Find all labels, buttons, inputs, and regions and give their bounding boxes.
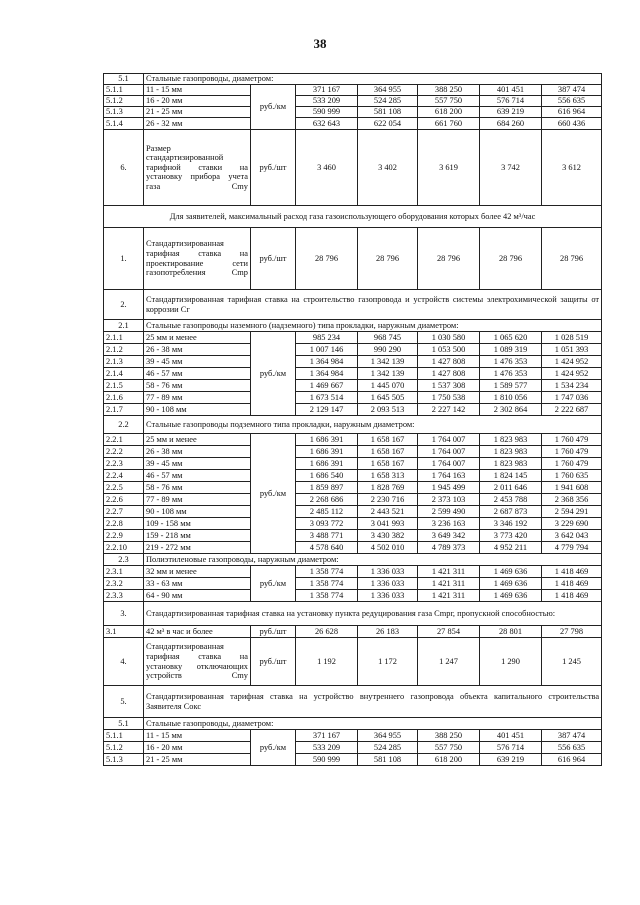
row-value: 1 658 167 xyxy=(358,458,418,470)
table-row xyxy=(104,332,602,344)
row-label: 33 - 63 мм xyxy=(144,578,251,590)
row-banner: Для заявителей, максимальный расход газа газоиспользующего оборудования которых более 42 м³/час xyxy=(104,206,602,228)
row-value: 371 167 xyxy=(296,85,358,96)
table-row xyxy=(104,518,602,530)
row-value: 28 796 xyxy=(296,228,358,290)
row-value: 2 368 356 xyxy=(542,494,602,506)
row-value: 364 955 xyxy=(358,85,418,96)
row-label: 26 - 32 мм xyxy=(144,118,251,130)
table-row xyxy=(104,554,602,566)
table-row xyxy=(104,228,602,290)
row-value: 1 445 070 xyxy=(358,380,418,392)
row-value: 1 589 577 xyxy=(480,380,542,392)
row-value: 661 760 xyxy=(418,118,480,130)
row-value: 1 065 620 xyxy=(480,332,542,344)
row-value: 616 964 xyxy=(542,754,602,766)
row-value: 660 436 xyxy=(542,118,602,130)
row-value: 1 686 391 xyxy=(296,434,358,446)
row-label: 39 - 45 мм xyxy=(144,458,251,470)
row-value: 1 823 983 xyxy=(480,458,542,470)
table-row xyxy=(104,506,602,518)
table-row xyxy=(104,494,602,506)
row-value: 622 054 xyxy=(358,118,418,130)
row-code: 2.3.2 xyxy=(104,578,144,590)
row-value: 590 999 xyxy=(296,754,358,766)
row-value: 1 750 538 xyxy=(418,392,480,404)
row-value: 3 093 772 xyxy=(296,518,358,530)
row-label: Размер стандартизированной тарифной ставки на установку прибора учета газа Сmy xyxy=(144,130,251,206)
row-value: 364 955 xyxy=(358,730,418,742)
row-value: 1 469 667 xyxy=(296,380,358,392)
row-value: 1 421 311 xyxy=(418,578,480,590)
row-value: 1 823 983 xyxy=(480,446,542,458)
row-label: 58 - 76 мм xyxy=(144,380,251,392)
row-section-title: Стальные газопроводы подземного типа прокладки, наружным диаметром: xyxy=(144,416,602,434)
row-unit: руб./шт xyxy=(251,638,296,686)
row-value: 1 945 499 xyxy=(418,482,480,494)
row-value: 1 051 393 xyxy=(542,344,602,356)
row-value: 2 302 864 xyxy=(480,404,542,416)
row-value: 1 764 007 xyxy=(418,446,480,458)
row-value: 1 469 636 xyxy=(480,566,542,578)
row-value: 388 250 xyxy=(418,85,480,96)
row-value: 1 764 007 xyxy=(418,434,480,446)
row-value: 2 599 490 xyxy=(418,506,480,518)
row-label: 39 - 45 мм xyxy=(144,356,251,368)
row-value: 2 485 112 xyxy=(296,506,358,518)
row-value: 3 619 xyxy=(418,130,480,206)
row-code: 2.1.4 xyxy=(104,368,144,380)
row-code: 5.1.1 xyxy=(104,730,144,742)
row-code: 3.1 xyxy=(104,626,144,638)
row-value: 2 227 142 xyxy=(418,404,480,416)
row-value: 1 823 983 xyxy=(480,434,542,446)
row-section-title: Стальные газопроводы наземного (надземного) типа прокладки, наружным диаметром: xyxy=(144,320,602,332)
table-row xyxy=(104,74,602,85)
table-row xyxy=(104,290,602,320)
row-code: 5.1.4 xyxy=(104,118,144,130)
row-value: 3 430 382 xyxy=(358,530,418,542)
row-value: 576 714 xyxy=(480,96,542,107)
table-row xyxy=(104,754,602,766)
table-row xyxy=(104,470,602,482)
row-code: 2.1.6 xyxy=(104,392,144,404)
table-row xyxy=(104,730,602,742)
row-value: 2 230 716 xyxy=(358,494,418,506)
row-unit: руб./км xyxy=(251,85,296,130)
row-section-title: Стандартизированная тарифная ставка на установку пункта редуцирования газа Сmpг, пропускной способностью: xyxy=(144,602,602,626)
row-label: 32 мм и менее xyxy=(144,566,251,578)
table-row xyxy=(104,85,602,96)
row-label: 90 - 108 мм xyxy=(144,404,251,416)
row-label: 16 - 20 мм xyxy=(144,742,251,754)
row-value: 1 476 353 xyxy=(480,356,542,368)
table-row xyxy=(104,206,602,228)
row-value: 1 421 311 xyxy=(418,590,480,602)
row-value: 1 424 952 xyxy=(542,368,602,380)
row-value: 3 460 xyxy=(296,130,358,206)
row-value: 581 108 xyxy=(358,107,418,118)
row-label: 77 - 89 мм xyxy=(144,494,251,506)
row-code: 6. xyxy=(104,130,144,206)
table-row xyxy=(104,392,602,404)
row-value: 1 747 036 xyxy=(542,392,602,404)
row-value: 533 209 xyxy=(296,742,358,754)
page-number: 38 xyxy=(313,36,327,51)
row-code: 5. xyxy=(104,686,144,718)
row-code: 2.3.3 xyxy=(104,590,144,602)
row-value: 3 649 342 xyxy=(418,530,480,542)
table-row xyxy=(104,482,602,494)
row-unit: руб./км xyxy=(251,730,296,766)
row-value: 1 658 313 xyxy=(358,470,418,482)
table-row xyxy=(104,542,602,554)
row-value: 1 673 514 xyxy=(296,392,358,404)
row-value: 1 476 353 xyxy=(480,368,542,380)
table-row xyxy=(104,686,602,718)
row-section-title: Стандартизированная тарифная ставка на устройство внутреннего газопровода объекта капитального строительства Заявителя Сокс xyxy=(144,686,602,718)
row-value: 3 346 192 xyxy=(480,518,542,530)
row-unit: руб./шт xyxy=(251,626,296,638)
row-section-title: Полиэтиленовые газопроводы, наружным диаметром: xyxy=(144,554,602,566)
row-value: 3 773 420 xyxy=(480,530,542,542)
row-value: 1 342 139 xyxy=(358,368,418,380)
row-value: 618 200 xyxy=(418,107,480,118)
row-value: 1 824 145 xyxy=(480,470,542,482)
row-value: 1 245 xyxy=(542,638,602,686)
row-value: 3 229 690 xyxy=(542,518,602,530)
row-value: 1 007 146 xyxy=(296,344,358,356)
row-value: 1 537 308 xyxy=(418,380,480,392)
row-value: 968 745 xyxy=(358,332,418,344)
row-value: 387 474 xyxy=(542,730,602,742)
row-label: 219 - 272 мм xyxy=(144,542,251,554)
row-value: 556 635 xyxy=(542,742,602,754)
table-row xyxy=(104,380,602,392)
row-value: 2 687 873 xyxy=(480,506,542,518)
row-label: Стандартизированная тарифная ставка на установку отключающих устройств Сmy xyxy=(144,638,251,686)
row-value: 1 424 952 xyxy=(542,356,602,368)
row-value: 639 219 xyxy=(480,754,542,766)
row-value: 1 089 319 xyxy=(480,344,542,356)
row-label: 25 мм и менее xyxy=(144,434,251,446)
table-row xyxy=(104,718,602,730)
row-code: 2.2.7 xyxy=(104,506,144,518)
row-value: 3 488 771 xyxy=(296,530,358,542)
row-value: 990 290 xyxy=(358,344,418,356)
row-code: 2.1 xyxy=(104,320,144,332)
row-section-title: Стальные газопроводы, диаметром: xyxy=(144,718,602,730)
row-value: 27 854 xyxy=(418,626,480,638)
row-code: 2.2.4 xyxy=(104,470,144,482)
row-value: 1 760 479 xyxy=(542,458,602,470)
table-row xyxy=(104,434,602,446)
row-value: 1 760 479 xyxy=(542,434,602,446)
table-row xyxy=(104,368,602,380)
row-value: 2 011 646 xyxy=(480,482,542,494)
row-value: 590 999 xyxy=(296,107,358,118)
row-code: 5.1 xyxy=(104,74,144,85)
row-value: 576 714 xyxy=(480,742,542,754)
row-code: 5.1.2 xyxy=(104,96,144,107)
table-row xyxy=(104,578,602,590)
row-value: 4 578 640 xyxy=(296,542,358,554)
row-value: 1 192 xyxy=(296,638,358,686)
row-value: 4 789 373 xyxy=(418,542,480,554)
row-code: 2.1.7 xyxy=(104,404,144,416)
row-value: 1 030 580 xyxy=(418,332,480,344)
row-value: 1 364 984 xyxy=(296,356,358,368)
row-value: 4 952 211 xyxy=(480,542,542,554)
row-code: 2.2.3 xyxy=(104,458,144,470)
row-value: 1 247 xyxy=(418,638,480,686)
row-value: 4 502 010 xyxy=(358,542,418,554)
row-value: 1 028 519 xyxy=(542,332,602,344)
row-unit: руб./км xyxy=(251,332,296,416)
row-value: 2 453 788 xyxy=(480,494,542,506)
row-code: 2.1.2 xyxy=(104,344,144,356)
row-value: 27 798 xyxy=(542,626,602,638)
row-value: 2 129 147 xyxy=(296,404,358,416)
row-value: 1 172 xyxy=(358,638,418,686)
row-value: 2 268 686 xyxy=(296,494,358,506)
row-code: 2.1.3 xyxy=(104,356,144,368)
row-code: 2.2.8 xyxy=(104,518,144,530)
row-label: 26 - 38 мм xyxy=(144,344,251,356)
row-unit: руб./шт xyxy=(251,228,296,290)
row-value: 2 594 291 xyxy=(542,506,602,518)
row-code: 2.2 xyxy=(104,416,144,434)
row-value: 632 643 xyxy=(296,118,358,130)
row-value: 1 828 769 xyxy=(358,482,418,494)
row-value: 556 635 xyxy=(542,96,602,107)
row-value: 3 742 xyxy=(480,130,542,206)
row-value: 1 810 056 xyxy=(480,392,542,404)
row-code: 2.2.10 xyxy=(104,542,144,554)
row-value: 1 658 167 xyxy=(358,446,418,458)
row-value: 3 236 163 xyxy=(418,518,480,530)
row-value: 2 373 103 xyxy=(418,494,480,506)
row-value: 985 234 xyxy=(296,332,358,344)
table-row xyxy=(104,742,602,754)
row-label: 58 - 76 мм xyxy=(144,482,251,494)
row-code: 2.3 xyxy=(104,554,144,566)
row-label: 46 - 57 мм xyxy=(144,470,251,482)
row-value: 1 358 774 xyxy=(296,566,358,578)
table-row xyxy=(104,590,602,602)
row-label: 11 - 15 мм xyxy=(144,730,251,742)
row-value: 1 686 391 xyxy=(296,458,358,470)
row-value: 1 342 139 xyxy=(358,356,418,368)
row-value: 533 209 xyxy=(296,96,358,107)
row-label: 21 - 25 мм xyxy=(144,107,251,118)
row-value: 557 750 xyxy=(418,742,480,754)
table-row xyxy=(104,320,602,332)
row-label: 90 - 108 мм xyxy=(144,506,251,518)
row-value: 26 183 xyxy=(358,626,418,638)
row-label: 109 - 158 мм xyxy=(144,518,251,530)
row-section-title: Стандартизированная тарифная ставка на строительство газопровода и устройств системы электрохимической защиты от коррозии Сг xyxy=(144,290,602,320)
row-label: 77 - 89 мм xyxy=(144,392,251,404)
row-value: 1 418 469 xyxy=(542,566,602,578)
table-row xyxy=(104,130,602,206)
row-value: 401 451 xyxy=(480,730,542,742)
table-row xyxy=(104,566,602,578)
table-row xyxy=(104,96,602,107)
row-value: 3 612 xyxy=(542,130,602,206)
row-code: 2.2.2 xyxy=(104,446,144,458)
row-code: 2.1.5 xyxy=(104,380,144,392)
row-value: 28 796 xyxy=(358,228,418,290)
row-value: 1 053 500 xyxy=(418,344,480,356)
row-value: 2 093 513 xyxy=(358,404,418,416)
row-value: 1 859 897 xyxy=(296,482,358,494)
row-label: 21 - 25 мм xyxy=(144,754,251,766)
row-value: 1 764 007 xyxy=(418,458,480,470)
row-value: 1 658 167 xyxy=(358,434,418,446)
row-code: 4. xyxy=(104,638,144,686)
row-value: 1 358 774 xyxy=(296,590,358,602)
row-value: 1 534 234 xyxy=(542,380,602,392)
table-row xyxy=(104,404,602,416)
row-label: 25 мм и менее xyxy=(144,332,251,344)
row-value: 401 451 xyxy=(480,85,542,96)
row-value: 1 686 391 xyxy=(296,446,358,458)
row-value: 1 760 479 xyxy=(542,446,602,458)
row-code: 3. xyxy=(104,602,144,626)
row-label: 11 - 15 мм xyxy=(144,85,251,96)
row-value: 616 964 xyxy=(542,107,602,118)
row-value: 1 427 808 xyxy=(418,356,480,368)
row-value: 618 200 xyxy=(418,754,480,766)
row-code: 2. xyxy=(104,290,144,320)
row-label: 26 - 38 мм xyxy=(144,446,251,458)
row-value: 1 760 635 xyxy=(542,470,602,482)
row-value: 1 336 033 xyxy=(358,578,418,590)
row-code: 5.1.3 xyxy=(104,754,144,766)
row-value: 1 686 540 xyxy=(296,470,358,482)
table-row xyxy=(104,638,602,686)
row-section-title: Стальные газопроводы, диаметром: xyxy=(144,74,602,85)
table-row xyxy=(104,118,602,130)
row-value: 639 219 xyxy=(480,107,542,118)
row-value: 3 642 043 xyxy=(542,530,602,542)
row-value: 28 796 xyxy=(542,228,602,290)
row-value: 1 364 984 xyxy=(296,368,358,380)
row-value: 2 222 687 xyxy=(542,404,602,416)
row-value: 4 779 794 xyxy=(542,542,602,554)
row-code: 5.1.1 xyxy=(104,85,144,96)
row-value: 1 764 163 xyxy=(418,470,480,482)
row-label: 64 - 90 мм xyxy=(144,590,251,602)
row-code: 2.2.5 xyxy=(104,482,144,494)
table-row xyxy=(104,458,602,470)
table-row xyxy=(104,626,602,638)
row-value: 28 801 xyxy=(480,626,542,638)
row-value: 1 418 469 xyxy=(542,578,602,590)
row-code: 2.2.6 xyxy=(104,494,144,506)
row-code: 5.1.3 xyxy=(104,107,144,118)
row-value: 1 469 636 xyxy=(480,590,542,602)
row-value: 1 941 608 xyxy=(542,482,602,494)
row-value: 1 418 469 xyxy=(542,590,602,602)
row-value: 581 108 xyxy=(358,754,418,766)
row-label: 159 - 218 мм xyxy=(144,530,251,542)
table-row xyxy=(104,107,602,118)
row-value: 28 796 xyxy=(480,228,542,290)
row-code: 2.1.1 xyxy=(104,332,144,344)
table-row xyxy=(104,446,602,458)
row-code: 2.2.1 xyxy=(104,434,144,446)
row-code: 5.1 xyxy=(104,718,144,730)
row-value: 28 796 xyxy=(418,228,480,290)
row-value: 684 260 xyxy=(480,118,542,130)
row-code: 2.3.1 xyxy=(104,566,144,578)
row-unit: руб./км xyxy=(251,434,296,554)
table-row xyxy=(104,530,602,542)
tariff-table xyxy=(103,73,602,766)
row-value: 2 443 521 xyxy=(358,506,418,518)
row-code: 5.1.2 xyxy=(104,742,144,754)
row-value: 1 427 808 xyxy=(418,368,480,380)
row-value: 3 402 xyxy=(358,130,418,206)
row-value: 1 336 033 xyxy=(358,566,418,578)
row-value: 3 041 993 xyxy=(358,518,418,530)
table-row xyxy=(104,602,602,626)
row-value: 524 285 xyxy=(358,742,418,754)
row-value: 388 250 xyxy=(418,730,480,742)
row-value: 1 645 505 xyxy=(358,392,418,404)
row-value: 371 167 xyxy=(296,730,358,742)
row-unit: руб./км xyxy=(251,566,296,602)
row-value: 1 290 xyxy=(480,638,542,686)
row-value: 1 358 774 xyxy=(296,578,358,590)
row-value: 524 285 xyxy=(358,96,418,107)
table-row xyxy=(104,416,602,434)
row-value: 1 336 033 xyxy=(358,590,418,602)
row-code: 2.2.9 xyxy=(104,530,144,542)
table-row xyxy=(104,356,602,368)
row-value: 1 469 636 xyxy=(480,578,542,590)
row-value: 387 474 xyxy=(542,85,602,96)
row-code: 1. xyxy=(104,228,144,290)
row-label: 46 - 57 мм xyxy=(144,368,251,380)
row-value: 26 628 xyxy=(296,626,358,638)
row-label: 16 - 20 мм xyxy=(144,96,251,107)
row-label: Стандартизированная тарифная ставка на проектирование сети газопотребления Сmp xyxy=(144,228,251,290)
row-label: 42 м³ в час и более xyxy=(144,626,251,638)
row-value: 557 750 xyxy=(418,96,480,107)
row-value: 1 421 311 xyxy=(418,566,480,578)
table-row xyxy=(104,344,602,356)
row-unit: руб./шт xyxy=(251,130,296,206)
